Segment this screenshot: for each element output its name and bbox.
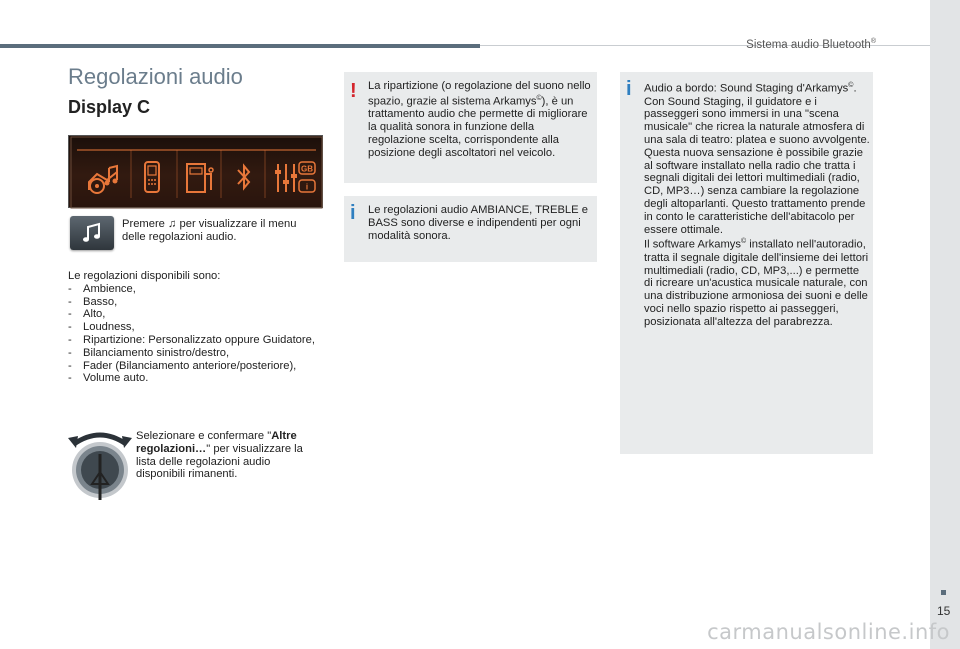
info-box-ambiance [344,196,597,262]
select-instruction: Selezionare e confermare "Altre regolazioni…" per visualizzare la lista delle regolazioni audio disponibili rimanenti. [136,430,303,481]
info-text-ambiance: Le regolazioni audio AMBIANCE, TREBLE e BASS sono diverse e indipendenti per ogni modalità sonora. [368,204,588,242]
list-intro: Le regolazioni disponibili sono: [68,270,221,282]
bluetooth-icon [233,160,255,196]
list-item: - Ripartizione: Personalizzato oppure Guidatore, [68,334,324,347]
audio-settings-icon [83,160,123,196]
list-item: - Bilanciamento sinistro/destro, [68,347,324,360]
sound-staging-heading: Audio a bordo: Sound Staging d'Arkamys©. [644,82,857,95]
section-subtitle: Display C [68,97,151,117]
press-instruction: Premere ♫ per visualizzare il menu delle regolazioni audio. [122,218,297,243]
warning-box [344,72,597,183]
list-item: - Ambience, [68,283,324,296]
list-item: - Loudness, [68,321,324,334]
list-item: - Alto, [68,308,324,321]
inline-note-icon: ♫ [168,218,177,230]
svg-text:GB: GB [301,164,313,174]
page-number: 15 [937,604,951,618]
list-item: - Fader (Bilanciamento anteriore/posteriore), [68,360,324,373]
svg-text:i: i [305,182,309,192]
exclamation-icon: ! [350,80,357,102]
info-icon: i [350,202,356,224]
music-note-icon [70,216,114,250]
page-marker [941,590,946,595]
navigation-icon [185,160,215,196]
phone-icon [141,160,163,196]
rotary-knob-icon [68,428,132,502]
list-item: - Basso, [68,296,324,309]
sound-staging-para-3: Il software Arkamys© installato nell'autoradio, tratta il segnale digitale dell'insieme dei lettori multimediali (radio, CD, MP3,...) e permette di ricreare un'acustica musicale naturale, con una distribuzione armoniosa dei suoni e delle voci nello spazio rispetto ai passeggeri, posizionata all'altezza del parabrezza. [644,238,869,328]
music-note-button[interactable] [70,216,114,250]
settings-list [68,270,324,385]
sound-staging-para-2: Questa nuova sensazione è possibile grazie al software installato nella radio che tratta i segnali digitali dei lettori multimediali (radio, CD, MP3…) senza cambiare la regolazione degli altoparlanti. Questo trattamento prende in conto le caratteristiche dell'abitacolo per essere ottimale. [644,146,866,236]
section-title: Sistema audio Bluetooth® [746,38,876,51]
page-side-band [930,0,960,649]
settings-gb-icon [273,158,317,198]
sound-staging-para-1: Con Sound Staging, il guidatore e i passeggeri sono immersi in una "scena musicale" che ricrea la naturale atmosfera di una sala di teatro: platea e suono avvolgente. [644,95,870,146]
display-c-screen [68,135,323,208]
watermark: carmanualsonline.info [707,620,950,644]
info-icon: i [626,78,632,100]
list-item: - Volume auto. [68,372,324,385]
header-accent-bar [0,44,480,48]
info-box-sound-staging [620,72,873,454]
warning-text: La ripartizione (o regolazione del suono nello spazio, grazie al sistema Arkamys©), è un trattamento audio che permette di migliorare la qualità sonora in funzione della regolazione scelta, corrispondente alla posizione degli ascoltatori nel veicolo. [368,80,591,159]
page-title: Regolazioni audio [68,64,243,89]
